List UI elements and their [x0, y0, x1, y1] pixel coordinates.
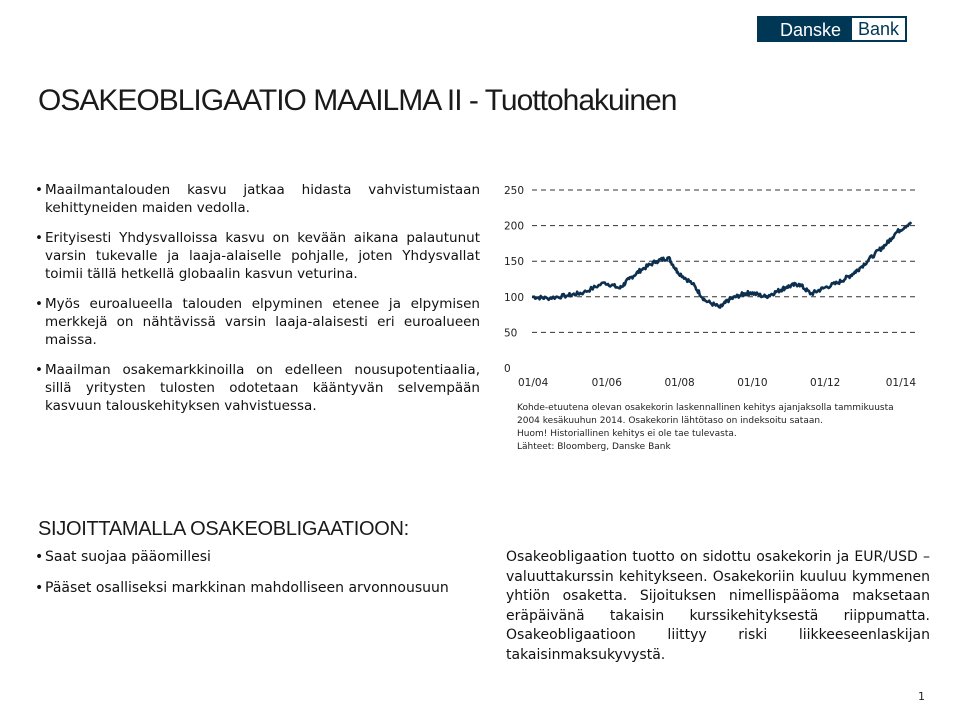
benefit-text: Saat suojaa pääomillesi	[45, 549, 211, 565]
logo-text-bank: Bank	[850, 16, 907, 42]
y-tick-label: 100	[504, 291, 525, 304]
y-tick-label: 200	[504, 220, 525, 233]
x-tick-label: 01/14	[885, 377, 916, 389]
bullet-item	[35, 361, 480, 415]
bullet-item	[35, 295, 480, 349]
bullet-icon: •	[35, 549, 44, 565]
bullet-icon: •	[35, 182, 43, 198]
benefit-item	[35, 548, 449, 566]
x-tick-label: 01/06	[591, 377, 622, 389]
product-description: Osakeobligaation tuotto on sidottu osakekorin ja EUR/USD –valuuttakurssin kehitykseen. Osakekoriin kuuluu kymmenen yhtiön osaketta. Sijoituksen nimellispääoma maksetaan eräpäivänä takaisin kurssikehityksestä riippumatta. Osakeobligaatioon liittyy riski liikkeeseenlaskijan takaisinmaksukyvystä.	[506, 549, 930, 663]
page-number: 1	[918, 690, 925, 703]
bullet-text: Erityisesti Yhdysvalloissa kasvu on kevään aikana palautunut varsin tukevalle ja laaja-alaiselle pohjalle, joten Yhdysvallat toimii tällä hetkellä globaalin kasvun veturina.	[45, 230, 480, 282]
bullet-list	[35, 181, 480, 427]
page-title: OSAKEOBLIGAATIO MAAILMA II - Tuottohakuinen	[38, 84, 677, 117]
bullet-icon: •	[35, 580, 44, 596]
bullet-icon: •	[35, 362, 43, 378]
benefit-item	[35, 579, 449, 597]
chart-note-description: Kohde-etuutena olevan osakekorin laskennallinen kehitys ajanjaksolla tammikuusta 2004 kesäkuuhun 2014. Osakekorin lähtötaso on indeksoitu sataan.	[517, 403, 894, 426]
x-tick-label: 01/08	[664, 377, 695, 389]
bullet-item	[35, 229, 480, 283]
y-tick-label: 50	[504, 327, 518, 340]
logo-text-danske: Danske	[757, 16, 850, 42]
bullet-icon: •	[35, 230, 43, 246]
chart-note-sources: Lähteet: Bloomberg, Danske Bank	[517, 442, 671, 452]
series-line	[532, 222, 911, 308]
y-tick-label: 150	[504, 256, 525, 269]
y-tick-label: 250	[504, 185, 525, 197]
bullet-icon: •	[35, 296, 43, 312]
x-tick-label: 01/12	[810, 377, 841, 389]
chart-footnote	[517, 402, 917, 454]
chart-note-disclaimer: Huom! Historiallinen kehitys ei ole tae tulevasta.	[517, 429, 737, 439]
bullet-text: Maailman osakemarkkinoilla on edelleen nousupotentiaalia, sillä yritysten tulosten odotetaan kääntyvän selvempään kasvuun talouskehityksen vahvistuessa.	[45, 362, 480, 414]
benefit-list	[35, 548, 449, 610]
x-tick-label: 01/10	[737, 377, 768, 389]
bullet-text: Maailmantalouden kasvu jatkaa hidasta vahvistumistaan kehittyneiden maiden vedolla.	[45, 182, 480, 216]
x-tick-label: 01/04	[518, 377, 549, 389]
benefit-text: Pääset osalliseksi markkinan mahdolliseen arvonnousuun	[45, 580, 449, 596]
bullet-text: Myös euroalueella talouden elpyminen etenee ja elpymisen merkkejä on nähtävissä varsin laaja-alaisesti eri euroalueen maissa.	[45, 296, 480, 348]
bullet-item	[35, 181, 480, 217]
index-line-chart	[500, 176, 930, 396]
y-tick-label: 0	[504, 363, 511, 375]
danske-bank-logo	[757, 16, 907, 42]
section-title: SIJOITTAMALLA OSAKEOBLIGAATIOON:	[38, 518, 409, 540]
